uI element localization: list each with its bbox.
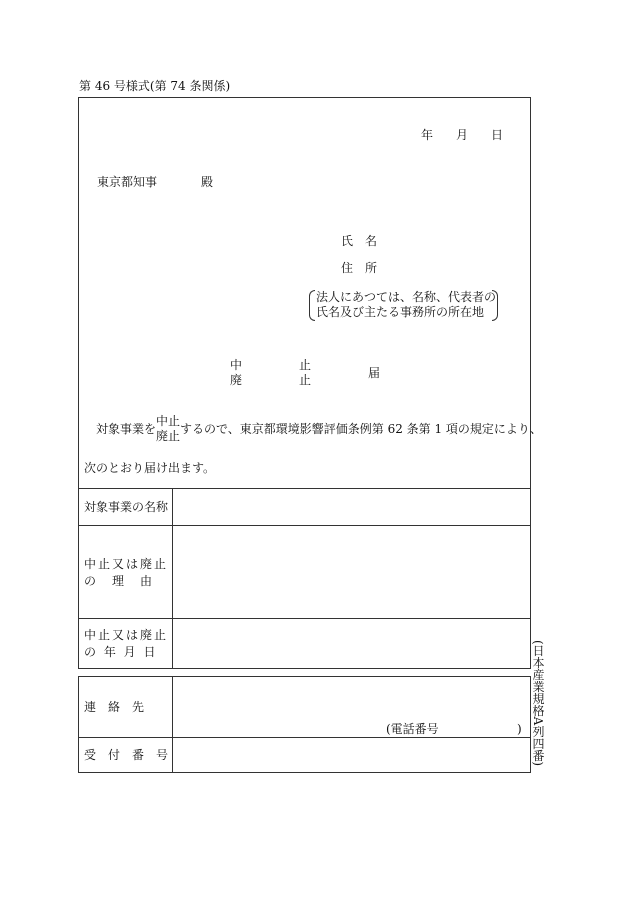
heading-mid (299, 358, 311, 388)
body-choice-top: 中止 (156, 414, 181, 428)
date-year[interactable]: 年 (421, 128, 434, 142)
body-choice (156, 414, 180, 444)
date-label (84, 627, 168, 661)
reason-value[interactable] (173, 526, 530, 618)
body-prefix: 対象事業を (96, 422, 157, 436)
heading-mid-bottom: 止 (299, 373, 312, 387)
body-choice-bottom: 廃止 (156, 429, 181, 443)
applicant-name-label[interactable]: 氏 名 (341, 234, 378, 248)
phone-close: ) (517, 722, 522, 736)
heading-left-top: 中 (230, 358, 243, 372)
reason-label-line1: 中止又は廃止 (84, 557, 169, 571)
corp-note-line2: 氏名及び主たる事務所の所在地 (316, 305, 485, 319)
contact-value[interactable] (173, 677, 530, 737)
corp-note (316, 290, 496, 320)
body-line2: 次のとおり届け出ます。 (84, 461, 216, 475)
addressee-title: 東京都知事 (97, 175, 158, 189)
project-name-label: 対象事業の名称 (84, 500, 169, 514)
date-label-line2: の 年 月 日 (84, 645, 158, 659)
applicant-address-label[interactable]: 住 所 (341, 261, 378, 275)
corp-note-line1: 法人にあつては、名称、代表者の (316, 290, 497, 304)
heading-mid-top: 止 (299, 358, 312, 372)
body-suffix: するので、東京都環境影響評価条例第 62 条第 1 項の規定により、 (180, 422, 542, 436)
corp-note-bracket-right (492, 290, 498, 321)
form-number: 第 46 号様式(第 74 条関係) (79, 79, 231, 93)
heading-left-bottom: 廃 (230, 373, 243, 387)
paper-size-note: (日本産業規格A列四番) (531, 640, 545, 767)
addressee-honorific: 殿 (201, 175, 214, 189)
corp-note-bracket-left (309, 290, 315, 321)
reason-label-line2: の 理 由 (84, 574, 155, 588)
date-value[interactable] (173, 619, 530, 668)
heading-left (230, 358, 242, 388)
date-day[interactable]: 日 (491, 128, 504, 142)
receipt-number-label: 受 付 番 号 (84, 748, 169, 762)
project-name-value[interactable] (173, 489, 530, 525)
reason-label (84, 556, 168, 590)
date-month[interactable]: 月 (456, 128, 469, 142)
heading-suffix: 届 (368, 366, 381, 380)
phone-label: (電話番号 (386, 722, 439, 736)
receipt-number-value[interactable] (173, 738, 530, 772)
date-label-line1: 中止又は廃止 (84, 628, 169, 642)
contact-label: 連 絡 先 (84, 700, 145, 714)
